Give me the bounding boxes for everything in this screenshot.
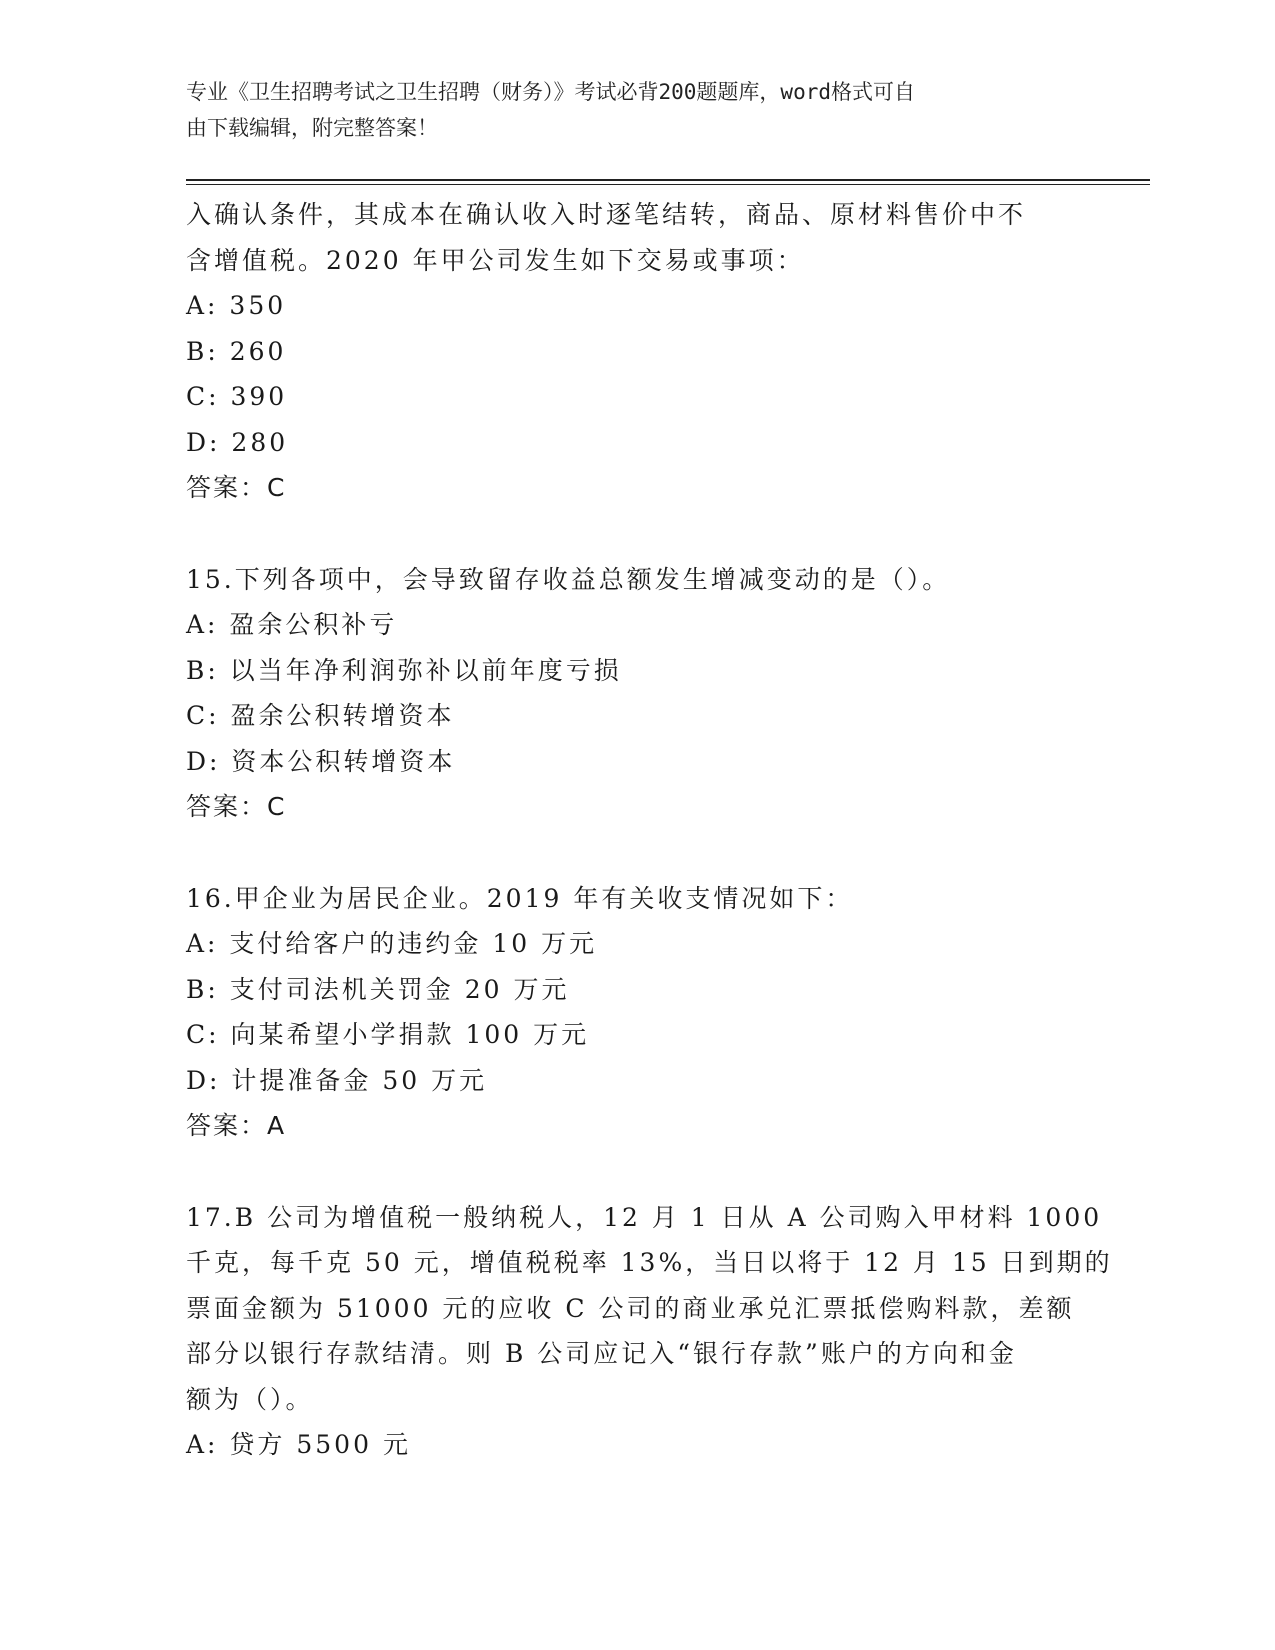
option-b: B: 260 bbox=[186, 336, 287, 366]
answer-line: 答案：A bbox=[186, 1111, 287, 1140]
spacer bbox=[186, 830, 1066, 876]
option-c: C: 盈余公积转增资本 bbox=[186, 701, 455, 730]
option-b: B: 以当年净利润弥补以前年度亏损 bbox=[186, 655, 622, 685]
option-a: A: 支付给客户的违约金 10 万元 bbox=[186, 929, 598, 958]
spacer bbox=[186, 511, 1066, 557]
header-line-1: 专业《卫生招聘考试之卫生招聘（财务）》考试必背200题题库，word格式可自 bbox=[186, 80, 915, 104]
option-a: A: 盈余公积补亏 bbox=[186, 610, 398, 639]
question-stem-line: 含增值税。2020 年甲公司发生如下交易或事项： bbox=[186, 245, 805, 275]
option-c: C: 390 bbox=[186, 382, 288, 411]
spacer bbox=[186, 1149, 1066, 1195]
answer-line: 答案：C bbox=[186, 792, 287, 821]
question-17-block bbox=[186, 1195, 1113, 1468]
document-header bbox=[186, 74, 1066, 146]
option-a: A: 350 bbox=[186, 291, 287, 320]
option-d: D: 280 bbox=[186, 427, 289, 457]
option-b: B: 支付司法机关罚金 20 万元 bbox=[186, 974, 570, 1004]
question-stem-line: 票面金额为 51000 元的应收 C 公司的商业承兑汇票抵偿购料款，差额 bbox=[186, 1293, 1075, 1323]
option-d: D: 资本公积转增资本 bbox=[186, 746, 456, 776]
question-15-block bbox=[186, 557, 1066, 830]
header-rule-thin bbox=[186, 184, 1150, 185]
option-c: C: 向某希望小学捐款 100 万元 bbox=[186, 1020, 590, 1049]
question-stem-line: 部分以银行存款结清。则 B 公司应记入“银行存款”账户的方向和金 bbox=[186, 1339, 1017, 1368]
question-stem: 15.下列各项中，会导致留存收益总额发生增减变动的是（）。 bbox=[186, 564, 951, 594]
header-rule-thick bbox=[186, 179, 1150, 181]
question-stem-line: 入确认条件，其成本在确认收入时逐笔结转，商品、原材料售价中不 bbox=[186, 200, 1027, 229]
option-d: D: 计提准备金 50 万元 bbox=[186, 1065, 488, 1095]
document-body bbox=[186, 192, 1113, 1468]
question-stem-line: 千克，每千克 50 元，增值税税率 13%，当日以将于 12 月 15 日到期的 bbox=[186, 1248, 1113, 1277]
option-a: A: 贷方 5500 元 bbox=[186, 1430, 411, 1459]
header-line-2: 由下载编辑，附完整答案！ bbox=[186, 116, 438, 140]
question-14-block bbox=[186, 192, 1066, 511]
answer-line: 答案：C bbox=[186, 473, 287, 502]
question-16-block bbox=[186, 876, 1066, 1149]
question-stem-line: 17.B 公司为增值税一般纳税人，12 月 1 日从 A 公司购入甲材料 1000 bbox=[186, 1202, 1103, 1232]
question-stem-line: 额为（）。 bbox=[186, 1384, 314, 1414]
question-stem: 16.甲企业为居民企业。2019 年有关收支情况如下： bbox=[186, 883, 854, 913]
